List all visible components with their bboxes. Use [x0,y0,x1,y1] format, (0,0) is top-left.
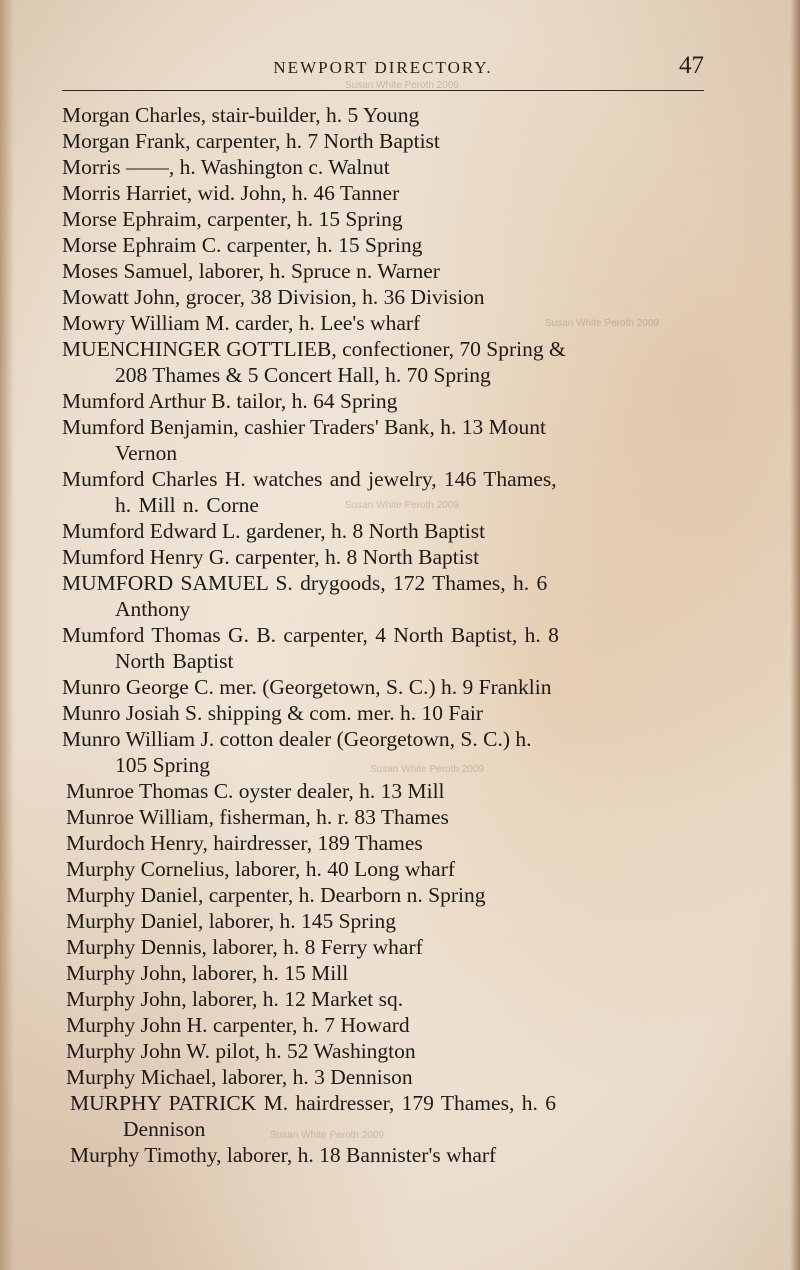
directory-entry: Morgan Charles, stair-builder, h. 5 Young [62,103,420,127]
directory-entry: Mumford Charles H. watches and jewelry, 146 Thames, h. Mill n. Corne [62,466,712,518]
directory-entry: Murphy Cornelius, laborer, h. 40 Long wharf [66,857,456,881]
directory-entry: Morse Ephraim, carpenter, h. 15 Spring [62,207,403,231]
entry-continuation: North Baptist [115,649,234,673]
directory-entry: Morris ——, h. Washington c. Walnut [62,155,390,179]
directory-entry: Munro Josiah S. shipping & com. mer. h. 10 Fair [62,701,484,725]
directory-entry: Murphy Daniel, carpenter, h. Dearborn n. Spring [66,883,486,907]
directory-entry: Mumford Benjamin, cashier Traders' Bank, h. 13 Mount Vernon [62,414,712,466]
header-title: NEWPORT DIRECTORY. [273,58,493,77]
directory-entry: Murphy Dennis, laborer, h. 8 Ferry wharf [66,935,423,959]
watermark: Susan White Peroth 2009 [545,318,659,329]
directory-entry: Mumford Henry G. carpenter, h. 8 North Baptist [62,545,480,569]
directory-entry: Mumford Edward L. gardener, h. 8 North Baptist [62,519,486,543]
directory-entry: Murphy Michael, laborer, h. 3 Dennison [66,1065,413,1089]
entry-continuation: h. Mill n. Corne [115,493,259,517]
directory-entry: Munroe William, fisherman, h. r. 83 Thames [66,805,449,829]
page-edge-left [0,0,14,1270]
directory-entry: Munro George C. mer. (Georgetown, S. C.) h. 9 Franklin [62,675,552,699]
directory-entry: Murphy John W. pilot, h. 52 Washington [66,1039,416,1063]
watermark: Susan White Peroth 2009 [345,80,459,91]
page-edge-right [790,0,800,1270]
directory-entry: Murphy John H. carpenter, h. 7 Howard [66,1013,410,1037]
directory-entry: Murdoch Henry, hairdresser, 189 Thames [66,831,423,855]
page-number: 47 [679,52,704,79]
directory-entry: MUENCHINGER GOTTLIEB, confectioner, 70 Spring & 208 Thames & 5 Concert Hall, h. 70 Spring [62,336,712,388]
directory-entry: Murphy Daniel, laborer, h. 145 Spring [66,909,396,933]
directory-entry: Munro William J. cotton dealer (Georgetown, S. C.) h. 105 Spring [62,726,712,778]
entry-continuation: 105 Spring [115,753,210,777]
directory-entry: Munroe Thomas C. oyster dealer, h. 13 Mill [66,779,445,803]
directory-entry: MUMFORD SAMUEL S. drygoods, 172 Thames, h. 6 Anthony [62,570,712,622]
entry-continuation: Vernon [115,441,178,465]
directory-entry: MURPHY PATRICK M. hairdresser, 179 Thames, h. 6 Dennison [62,1090,712,1142]
directory-entry: Mumford Arthur B. tailor, h. 64 Spring [62,389,398,413]
directory-entry: Murphy Timothy, laborer, h. 18 Bannister's wharf [70,1143,497,1167]
watermark: Susan White Peroth 2009 [270,1130,384,1141]
entry-continuation: 208 Thames & 5 Concert Hall, h. 70 Spring [115,363,491,387]
directory-entries [62,102,712,1168]
directory-entry: Moses Samuel, laborer, h. Spruce n. Warner [62,259,440,283]
directory-entry: Morgan Frank, carpenter, h. 7 North Baptist [62,129,440,153]
directory-entry: Mowatt John, grocer, 38 Division, h. 36 Division [62,285,485,309]
directory-entry: Mowry William M. carder, h. Lee's wharf [62,311,421,335]
directory-entry: Mumford Thomas G. B. carpenter, 4 North Baptist, h. 8 North Baptist [62,622,712,674]
entry-continuation: Anthony [115,597,191,621]
directory-entry: Murphy John, laborer, h. 15 Mill [66,961,349,985]
watermark: Susan White Peroth 2009 [370,764,484,775]
directory-entry: Morse Ephraim C. carpenter, h. 15 Spring [62,233,423,257]
directory-entry: Murphy John, laborer, h. 12 Market sq. [66,987,404,1011]
directory-entry: Morris Harriet, wid. John, h. 46 Tanner [62,181,400,205]
entry-continuation: Dennison [123,1117,206,1141]
watermark: Susan White Peroth 2009 [345,500,459,511]
